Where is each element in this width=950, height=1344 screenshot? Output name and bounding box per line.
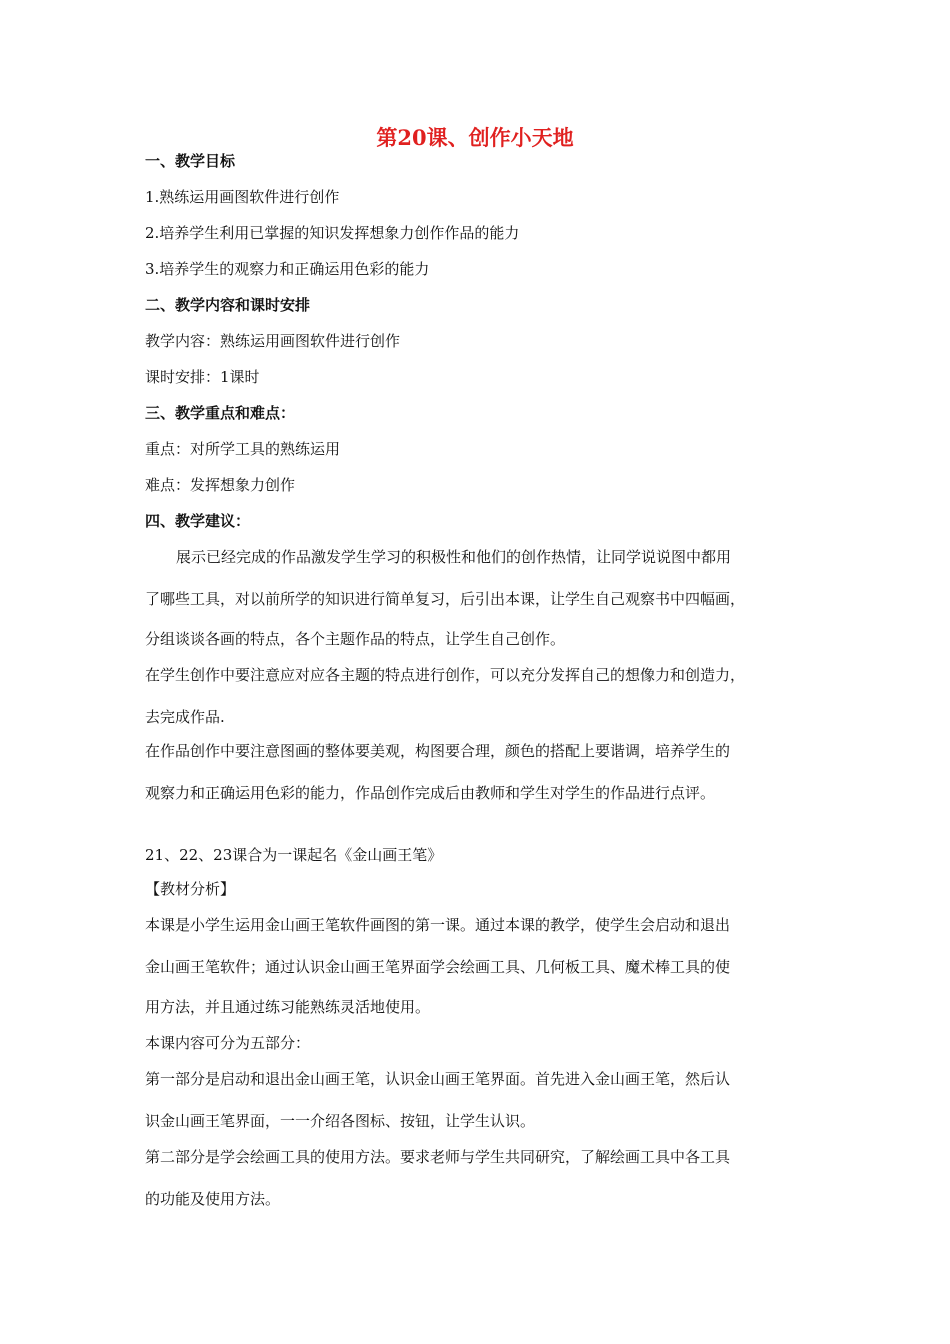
paragraph-line: 了哪些工具，对以前所学的知识进行简单复习，后引出本课，让学生自己观察书中四幅画， <box>145 590 746 608</box>
class-hours: 课时安排：1课时 <box>145 368 260 386</box>
paragraph-line: 展示已经完成的作品激发学生学习的积极性和他们的创作热情，让同学说说图中都用 <box>176 548 732 566</box>
lesson-title: 第20课、创作小天地 <box>376 125 574 150</box>
paragraph-line: 的功能及使用方法。 <box>145 1190 281 1208</box>
paragraph-line: 金山画王笔软件；通过认识金山画王笔界面学会绘画工具、几何板工具、魔术棒工具的使 <box>145 958 731 976</box>
difficult-point: 难点：发挥想象力创作 <box>145 476 296 494</box>
paragraph-line: 观察力和正确运用色彩的能力，作品创作完成后由教师和学生对学生的作品进行点评。 <box>145 784 716 802</box>
section-heading-goals: 一、教学目标 <box>145 152 236 170</box>
paragraph-line: 用方法，并且通过练习能熟练灵活地使用。 <box>145 998 431 1016</box>
goal-item: 2.培养学生利用已掌握的知识发挥想象力创作作品的能力 <box>145 224 520 242</box>
key-point: 重点：对所学工具的熟练运用 <box>145 440 341 458</box>
combined-lessons-line: 21、22、23课合为一课起名《金山画王笔》 <box>145 846 443 864</box>
paragraph-line: 在学生创作中要注意应对应各主题的特点进行创作，可以充分发挥自己的想像力和创造力， <box>145 666 746 684</box>
paragraph-line: 分组谈谈各画的特点，各个主题作品的特点，让学生自己创作。 <box>145 630 566 648</box>
paragraph-line: 第二部分是学会绘画工具的使用方法。要求老师与学生共同研究，了解绘画工具中各工具 <box>145 1148 731 1166</box>
analysis-heading: 【教材分析】 <box>145 880 236 898</box>
section-heading-keypoints: 三、教学重点和难点： <box>145 404 296 422</box>
paragraph-line: 去完成作品. <box>145 708 225 726</box>
teaching-content: 教学内容：熟练运用画图软件进行创作 <box>145 332 401 350</box>
paragraph-line: 第一部分是启动和退出金山画王笔，认识金山画王笔界面。首先进入金山画王笔，然后认 <box>145 1070 731 1088</box>
section-heading-suggestions: 四、教学建议： <box>145 512 251 530</box>
section-heading-content: 二、教学内容和课时安排 <box>145 296 311 314</box>
goal-item: 3.培养学生的观察力和正确运用色彩的能力 <box>145 260 430 278</box>
goal-item: 1.熟练运用画图软件进行创作 <box>145 188 340 206</box>
parts-intro: 本课内容可分为五部分： <box>145 1034 311 1052</box>
paragraph-line: 本课是小学生运用金山画王笔软件画图的第一课。通过本课的教学，使学生会启动和退出 <box>145 916 731 934</box>
paragraph-line: 识金山画王笔界面，一一介绍各图标、按钮，让学生认识。 <box>145 1112 536 1130</box>
paragraph-line: 在作品创作中要注意图画的整体要美观，构图要合理，颜色的搭配上要谐调，培养学生的 <box>145 742 731 760</box>
